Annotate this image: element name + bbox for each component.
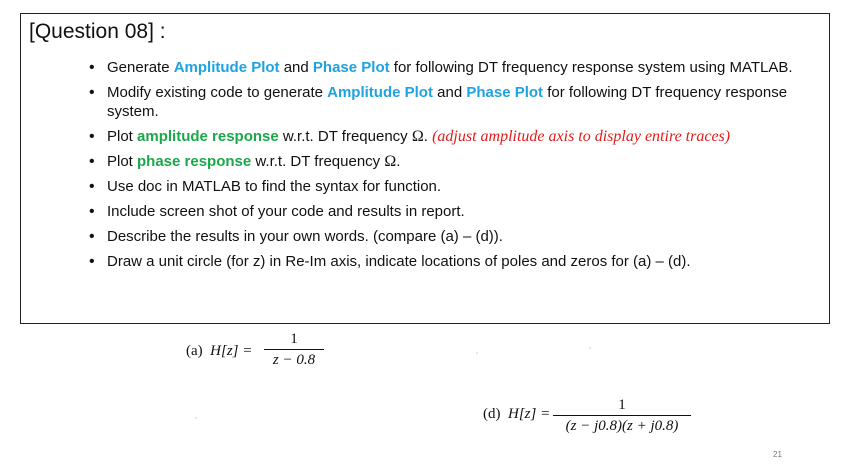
bullet-text: w.r.t. DT frequency (278, 128, 412, 145)
bullet-item (81, 202, 801, 221)
equation-d-numerator: 1 (618, 397, 626, 413)
decorative-speck (195, 417, 197, 419)
bullet-highlight-omega: Ω (384, 153, 397, 170)
decorative-speck (476, 352, 478, 354)
bullet-text: and (279, 59, 313, 76)
bullet-highlight-green: amplitude response (137, 128, 279, 145)
bullet-item (81, 152, 801, 171)
page-number: 21 (773, 450, 782, 459)
question-title: [Question 08] : (29, 20, 166, 43)
equation-d-label: (d) (483, 406, 501, 422)
bullet-highlight-blue: Phase Plot (466, 84, 544, 101)
bullet-item (81, 227, 801, 246)
bullet-highlight-blue: Phase Plot (312, 59, 390, 76)
bullet-text: for following DT frequency response system. (107, 84, 788, 120)
bullet-text: Draw a unit circle (for z) in Re-Im axis, indicate locations of poles and zeros for (a) – (d). (107, 253, 691, 270)
bullet-text: . (423, 128, 433, 145)
decorative-speck (589, 347, 591, 349)
bullet-text: Include screen shot of your code and results in report. (107, 203, 465, 220)
equation-a (186, 330, 346, 374)
question-box (20, 13, 830, 324)
bullet-item (81, 83, 801, 121)
equation-a-denominator: z − 0.8 (272, 352, 316, 368)
bullet-list (81, 58, 801, 277)
bullet-highlight-blue: Amplitude Plot (327, 84, 433, 101)
bullet-text: . (396, 153, 401, 170)
bullet-item (81, 252, 801, 271)
bullet-text: Plot (107, 128, 138, 145)
bullet-text: Use doc in MATLAB to find the syntax for function. (107, 178, 442, 195)
bullet-text: Modify existing code to generate (107, 84, 328, 101)
bullet-item (81, 58, 801, 77)
bullet-item (81, 177, 801, 196)
bullet-item (81, 127, 801, 146)
equation-a-numerator: 1 (290, 331, 298, 347)
bullet-text: for following DT frequency response system using MATLAB. (389, 59, 793, 76)
equation-d-denominator: (z − j0.8)(z + j0.8) (565, 418, 679, 434)
bullet-highlight-redital: (adjust amplitude axis to display entire traces) (432, 128, 731, 145)
bullet-text: Plot (107, 153, 138, 170)
bullet-highlight-omega: Ω (411, 128, 424, 145)
equation-d (483, 396, 713, 440)
equation-a-lhs: H[z] = (210, 343, 253, 359)
bullet-text: Generate (107, 59, 174, 76)
equation-d-lhs: H[z] = (508, 406, 551, 422)
bullet-highlight-green: phase response (137, 153, 252, 170)
bullet-text: w.r.t. DT frequency (251, 153, 385, 170)
bullet-highlight-blue: Amplitude Plot (173, 59, 280, 76)
equation-a-label: (a) (186, 343, 203, 359)
bullet-text: and (432, 84, 467, 101)
bullet-text: Describe the results in your own words. (compare (a) – (d)). (107, 228, 503, 245)
